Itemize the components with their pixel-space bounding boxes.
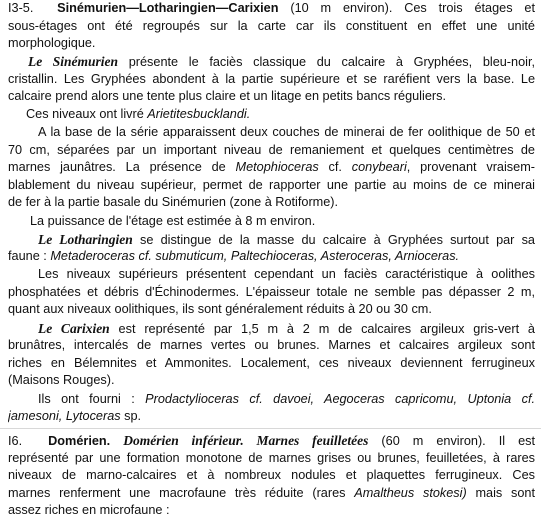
paragraph-line: de fer à la partie basale du Sinémurien (zone à Rotiforme). <box>8 195 339 210</box>
paragraph-line: phosphatées et débris d'Échinodermes. L'épaisseur totale ne semble pas dépasser 2 m, <box>8 284 535 299</box>
paragraph-line: blablement du niveau supérieur, permet de rapporter une partie au moins de ce minerai <box>8 177 535 192</box>
taxon: conybeari <box>351 160 407 175</box>
taxa-list: Prodactylioceras cf. davoei, Aegoceras capricomu, Uptonia cf. <box>145 391 535 406</box>
section-title: Domérien. <box>48 434 111 448</box>
section-code: I6. <box>8 434 23 448</box>
paragraph-line: sous-étages ont été regroupés sur la carte car ils constituent en effet une unité <box>8 18 535 33</box>
paragraph-line: Ils ont fourni : Prodactylioceras cf. davoei, Aegoceras capricomu, Uptonia cf. <box>38 391 535 406</box>
stage-term: Le Carixien <box>38 320 110 336</box>
section-divider <box>0 428 541 429</box>
paragraph-line: assez riches en microfaune : <box>8 503 170 518</box>
taxon: Arietitesbucklandi. <box>147 107 251 121</box>
paragraph-line: marnes jaunâtres. La présence de Metophioceras cf. conybeari, provenant vraisem- <box>8 160 535 175</box>
paragraph-line: faune : Metaderoceras cf. submuticum, Paltechioceras, Asteroceras, Arnioceras. <box>8 249 460 264</box>
paragraph-line: morphologique. <box>8 36 96 51</box>
paragraph-line: Ces niveaux ont livré Arietitesbucklandi. <box>26 107 251 121</box>
paragraph-line: marnes renferment une macrofaune très réduite (rares Amaltheus stokesi) mais sont <box>8 485 535 500</box>
paragraph-line: calcaire prend alors une tente plus claire et un litage en petits bancs réguliers. <box>8 89 446 104</box>
paragraph-line: 70 cm, séparées par un important niveau de remaniement et quelques centimètres de <box>8 142 535 157</box>
section-heading-i6: I6. Domérien. Domérien inférieur. Marnes feuilletées (60 m environ). Il est <box>8 433 535 448</box>
taxon: Amaltheus stokesi) <box>354 485 467 500</box>
stage-term: Le Sinémurien <box>28 54 119 69</box>
taxon: Metophioceras <box>235 160 319 175</box>
paragraph-line: La puissance de l'étage est estimée à 8 m environ. <box>30 213 316 228</box>
paragraph-sinemurien: Le Sinémurien présente le faciès classique du calcaire à Gryphées, bleu-noir, <box>28 54 535 69</box>
paragraph-carixien: Le Carixien est représenté par 1,5 m à 2 m de calcaires argileux gris-vert à <box>38 320 535 336</box>
stage-term: Le Lotharingien <box>38 231 133 247</box>
taxa-list: Metaderoceras cf. submuticum, Paltechioceras, Asteroceras, Arnioceras. <box>50 249 460 264</box>
section-subtitle: Domérien inférieur. Marnes feuilletées <box>123 433 369 448</box>
paragraph-line: (Maisons Rouges). <box>8 373 115 388</box>
paragraph-line: représenté par une formation monotone de marnes grises ou brunes, feuilletées, à rares <box>8 450 535 465</box>
paragraph-line: A la base de la série apparaissent deux couches de minerai de fer oolithique de 50 et <box>38 125 535 139</box>
taxa-list: jamesoni, Lytoceras <box>8 409 121 424</box>
paragraph-line: cristallin. Les Gryphées abondent à la partie supérieure et se raréfient vers la base. Le <box>8 71 535 86</box>
section-heading-i3-5: I3-5. Sinémurien—Lotharingien—Carixien (10 m environ). Ces trois étages et <box>8 1 535 15</box>
section-title: Sinémurien—Lotharingien—Carixien <box>57 1 279 15</box>
paragraph-line: brunâtres, intercalés de marnes vertes ou brunes. Marnes et calcaires argileux sont <box>8 338 535 353</box>
paragraph-line: niveaux de marno-calcaires et à nombreux nodules et plaquettes ferrugineux. Ces <box>8 468 535 483</box>
paragraph-lotharingien: Le Lotharingien se distingue de la masse du calcaire à Gryphées surtout par sa <box>38 231 535 247</box>
paragraph-line: quant aux niveaux oolithiques, ils sont généralement réduits à 20 ou 30 cm. <box>8 302 432 317</box>
paragraph-line: jamesoni, Lytoceras sp. <box>8 409 142 424</box>
paragraph-line: Les niveaux supérieurs présentent cependant un faciès caractéristique à oolithes <box>38 267 535 281</box>
paragraph-line: riches en Bélemnites et Ammonites. Localement, ces niveaux deviennent ferrugineux <box>8 355 535 370</box>
section-code: I3-5. <box>8 1 34 15</box>
